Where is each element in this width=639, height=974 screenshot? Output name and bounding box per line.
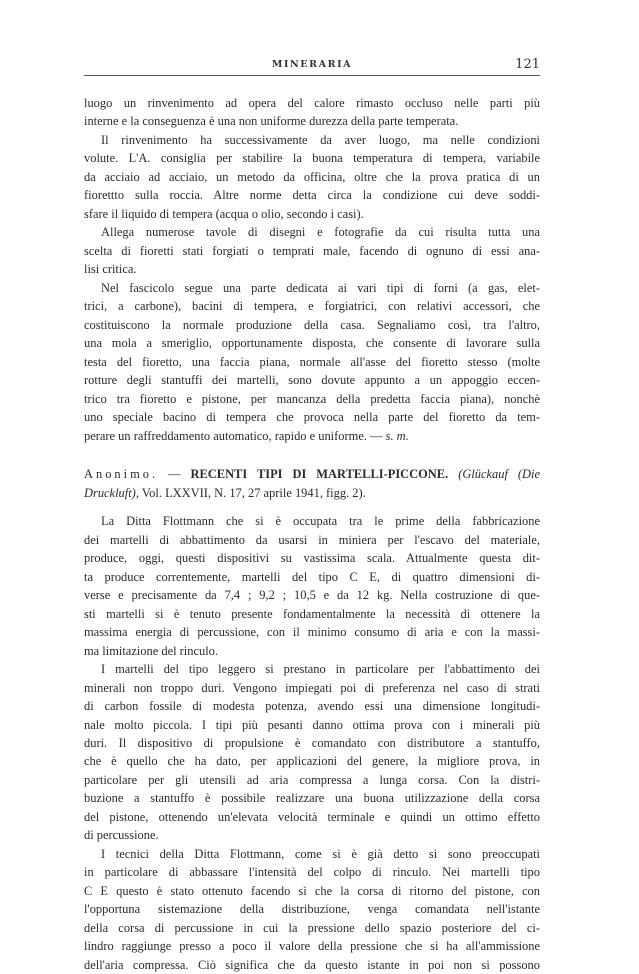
text-line: luogo un rinvenimento ad opera del calore rimasto occluso nelle parti più: [84, 96, 540, 110]
text-line: da acciaio ad acciaio, un metodo da officina, oltre che la prova pratica di un: [84, 169, 540, 184]
text-line: del pistone, ottenendo un'elevata velocità terminale e quindi un ottimo effetto: [84, 809, 540, 824]
continued-section: [84, 94, 540, 445]
text-line: uno speciale bacino di tempera che provoca nella parte del fioretto da tem-: [84, 410, 540, 425]
text-line: dell'aria compressa. Ciò significa che da questo istante in poi non si possono: [84, 957, 540, 972]
text-line: fiorettto sulla roccia. Altre norme detta circa la condizione cui deve soddi-: [84, 188, 540, 203]
text-line: che è quello che ha dato, per applicazioni del genere, la migliore prova, in: [84, 754, 540, 769]
review-header: [84, 465, 540, 502]
review-dash: —: [168, 467, 181, 482]
body-text: [84, 94, 540, 974]
review-author: Anonimo.: [84, 467, 159, 482]
text-line: una mola a smeriglio, opportunamente disposta, che consente di lavorare sulla: [84, 336, 540, 351]
text-line: ta produce correntemente, martelli del tipo C E, di quattro dimensioni di-: [84, 569, 540, 584]
review-citation: , Vol. LXXVII, N. 17, 27 aprile 1941, figg. 2).: [135, 485, 366, 500]
review-journal-cont: Druckluft): [84, 485, 136, 500]
paragraph: [84, 279, 540, 445]
text-line: Il rinvenimento ha successivamente da aver luogo, ma nelle condizioni: [101, 132, 540, 147]
text-line: della corsa di percussione in cui la pressione dello spazio posteriore del ci-: [84, 920, 540, 935]
text-line: Nel fascicolo segue una parte dedicata ai vari tipi di forni (a gas, elet-: [101, 280, 540, 295]
text-line: interne e la conseguenza è una non uniforme durezza della parte temperata.: [84, 114, 459, 129]
text-line: Allega numerose tavole di disegni e fotografie da cui risulta tutta una: [101, 225, 540, 240]
text-line: di percussione.: [84, 828, 159, 843]
paragraph: [84, 512, 540, 660]
text-line: rotture degli stantuffi dei martelli, sono dovute appunto a un appoggio eccen-: [84, 373, 540, 388]
text-line: trici, a carbone), bacini di tempera, e forgiatrici, con relativi accessori, che: [84, 299, 540, 314]
text-line: lisi critica.: [84, 262, 137, 277]
text-line: di carbon fossile di modesta potenza, avendo essi una dimensione longitudi-: [84, 699, 540, 714]
paragraph: [84, 223, 540, 278]
text-line: nale molto piccola. I tipi più pesanti danno ottima prova con i minerali più: [84, 717, 540, 732]
text-line: testa del fioretto, una faccia piana, normale all'asse del fioretto stesso (molte: [84, 354, 540, 369]
text-line: scelta di fioretti stati forgiati o temprati male, facendo di ognuno di essi ana-: [84, 243, 540, 258]
review-section: [84, 512, 540, 974]
line-text: perare un raffreddamento automatico, rapido e uniforme. —: [84, 428, 383, 443]
text-line: particolare per gli utensili ad aria compressa a lunga corsa. Con la distri-: [84, 772, 540, 787]
paragraph: [84, 845, 540, 974]
header-rule: [84, 75, 540, 76]
signature: s. m.: [385, 428, 409, 443]
text-line: ma limitazione del rinculo.: [84, 643, 219, 658]
review-header-line: [84, 465, 540, 483]
review-header-line: [84, 484, 540, 502]
text-line: produce, oggi, questi dispositivi su vastissima scala. Attualmente questa dit-: [84, 551, 540, 566]
text-line: dei martelli di abbattimento da usarsi in miniera per l'escavo del materiale,: [84, 532, 540, 547]
text-line: in particolare di abbassare l'intensità del colpo di rinculo. Nei martelli tipo: [84, 865, 540, 880]
text-line: sti martelli si è tenuto presente fondamentalmente la necessità di ottenere la: [84, 606, 540, 621]
text-line: La Ditta Flottmann che si è occupata tra le prime della fabbricazione: [101, 514, 540, 529]
text-line: C E questo è stato ottenuto facendo sì che la corsa di ritorno del pistone, con: [84, 883, 540, 898]
text-line: [84, 427, 540, 445]
text-line: sfare il liquido di tempera (acqua o olio, secondo i casi).: [84, 206, 364, 221]
text-line: massima energia di percussione, con il minimo consumo di aria e con la massi-: [84, 625, 540, 640]
review-title: RECENTI TIPI DI MARTELLI-PICCONE.: [190, 467, 449, 482]
text-line: lindro raggiunge presso a poco il valore della pressione che si ha all'ammissione: [84, 939, 540, 954]
text-line: minerali non troppo duri. Vengono impiegati poi di preferenza nel caso di strati: [84, 680, 540, 695]
paragraph: [84, 131, 540, 223]
paragraph: [84, 94, 540, 131]
text-line: costituiscono la normale produzione della casa. Segnaliamo così, tra l'altro,: [84, 317, 540, 332]
running-head: [84, 57, 540, 73]
text-line: I martelli del tipo leggero si prestano in particolare per l'abbattimento dei: [101, 662, 540, 677]
review-journal: (Glückauf (Die: [458, 467, 540, 482]
running-title: MINERARIA: [271, 59, 353, 70]
text-line: I tecnici della Ditta Flottmann, come si è già detto si sono preoccupati: [101, 846, 540, 861]
text-line: verse e precisamente da 7,4 ; 9,2 ; 10,5 e da 12 kg. Nella costruzione di que-: [84, 588, 540, 603]
text-line: volute. L'A. consiglia per stabilire la buona temperatura di tempera, variabile: [84, 151, 540, 166]
text-line: buzione a stantuffo è possibile realizzare una buona utilizzazione della corsa: [84, 791, 540, 806]
text-line: l'opportuna sistemazione della distribuzione, venga comandata nell'istante: [84, 902, 540, 917]
text-line: trico tra fioretto e pistone, per mancanza della predetta faccia piana), nonchè: [84, 391, 540, 406]
paragraph: [84, 660, 540, 845]
text-line: duri. Il dispositivo di propulsione è comandato con distributore a stantuffo,: [84, 735, 540, 750]
page-number: 121: [515, 57, 540, 72]
